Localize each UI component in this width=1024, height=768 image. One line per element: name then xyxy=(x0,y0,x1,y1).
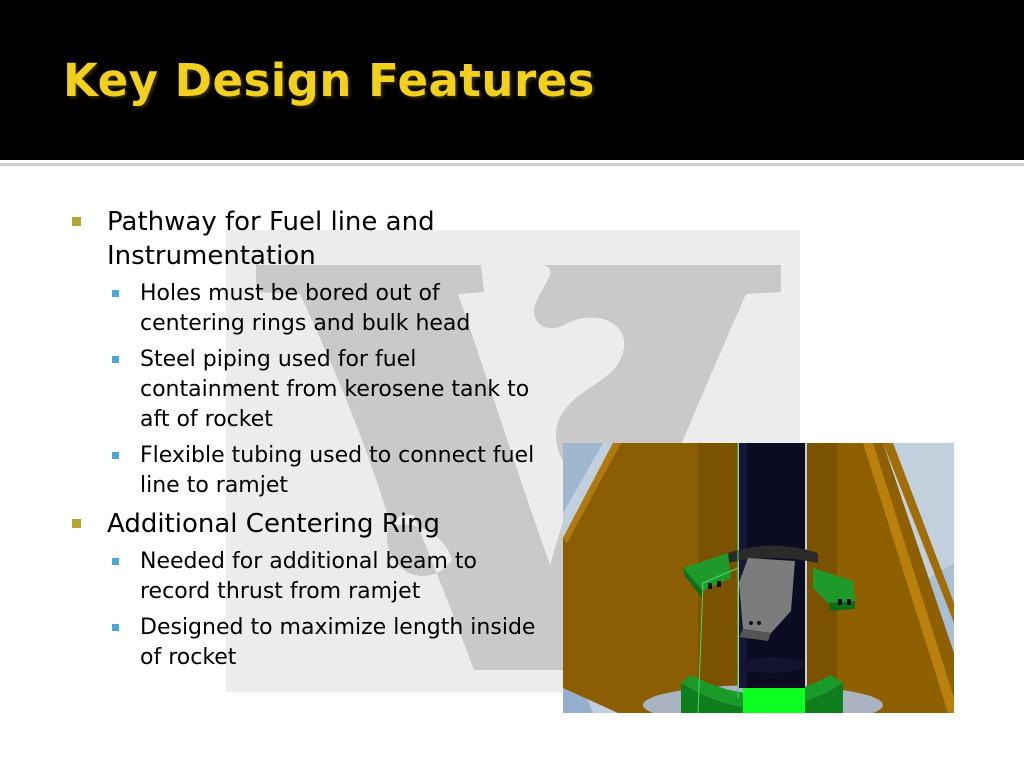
sub-bullet-item xyxy=(72,345,542,435)
sub-bullet-item xyxy=(72,547,542,607)
sub-bullet-text: Flexible tubing used to connect fuel line to ramjet xyxy=(140,443,535,498)
bullet-text: Pathway for Fuel line and Instrumentation xyxy=(107,207,435,271)
bullet-item-centering-ring xyxy=(72,507,542,673)
sub-bullet-item xyxy=(72,613,542,673)
bullet-list xyxy=(72,205,542,679)
bullet-item-pathway xyxy=(72,205,542,501)
sub-bullet-text: Steel piping used for fuel containment from kerosene tank to aft of rocket xyxy=(140,347,530,432)
square-bullet-icon xyxy=(72,217,81,226)
square-bullet-icon xyxy=(112,290,119,297)
square-bullet-icon xyxy=(112,452,119,459)
cad-render-image xyxy=(563,443,954,713)
sub-bullet-text: Holes must be bored out of centering rings and bulk head xyxy=(140,281,471,336)
sub-bullet-text: Designed to maximize length inside of rocket xyxy=(140,615,536,670)
slide-title: Key Design Features xyxy=(63,54,595,107)
square-bullet-icon xyxy=(72,519,81,528)
bullet-text: Additional Centering Ring xyxy=(107,509,441,539)
sub-bullet-text: Needed for additional beam to record thrust from ramjet xyxy=(140,549,477,604)
sub-bullet-item xyxy=(72,279,542,339)
title-divider xyxy=(0,163,1024,166)
sub-bullet-item xyxy=(72,441,542,501)
sub-bullet-list xyxy=(72,279,542,501)
square-bullet-icon xyxy=(112,624,119,631)
square-bullet-icon xyxy=(112,356,119,363)
sub-bullet-list xyxy=(72,547,542,673)
title-bar xyxy=(0,0,1024,160)
square-bullet-icon xyxy=(112,558,119,565)
